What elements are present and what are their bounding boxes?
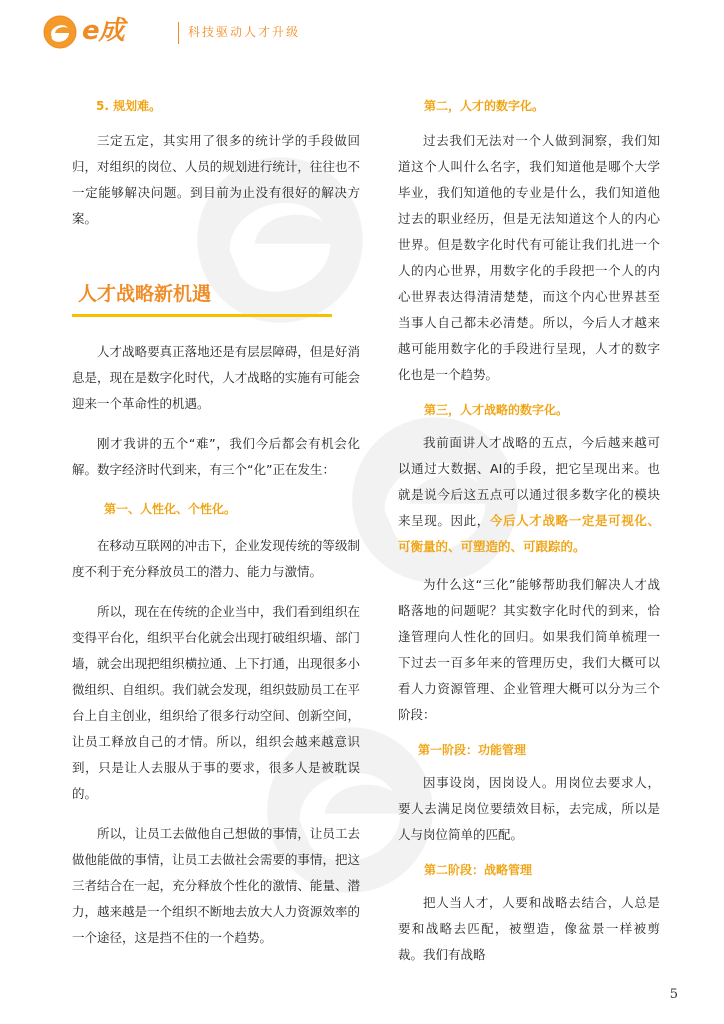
subheading-humanize: 第一、人性化、个性化。: [104, 502, 237, 516]
page-number: 5: [669, 987, 678, 1002]
paragraph: 刚才我讲的五个“难”，我们今后都会有机会化解。数字经济时代到来，有三个“化”正在发生：: [72, 436, 360, 477]
subheading-strategy-digital: 第三，人才战略的数字化。: [424, 403, 569, 417]
logo-text: e成: [82, 16, 124, 46]
highlighted-text: 今后人才战略一定是可视化、可衡量的、可塑造的、可跟踪的。: [398, 513, 660, 554]
section-title: 人才战略新机遇: [78, 283, 212, 305]
echeng-logo-icon: [42, 14, 78, 50]
paragraph: 在移动互联网的冲击下，企业发现传统的等级制度不利于充分释放员工的潜力、能力与激情。: [72, 538, 360, 579]
right-column: [398, 96, 660, 968]
paragraph: 过去我们无法对一个人做到洞察，我们知道这个人叫什么名字，我们知道他是哪个大学毕业，我们知道他的专业是什么，我们知道他过去的职业经历，但是无法知道这个人的内心世界。但是数字化时代有可能让我们扎进一个人的内心世界，用数字化的手段把一个人的内心世界表达得清清楚楚，而这个内心世界甚至当事人自己都未必清楚。所以，今后人才越来越可能用数字化的手段进行呈现，人才的数字化也是一个趋势。: [398, 133, 660, 382]
subheading-planning: 5. 规划难。: [96, 99, 162, 113]
paragraph: 人才战略要真正落地还是有层层障碍，但是好消息是，现在是数字化时代，人才战略的实施有可能会迎来一个革命性的机遇。: [72, 344, 360, 411]
header-slogan: 科技驱动人才升级: [188, 25, 301, 39]
paragraph: 所以，现在在传统的企业当中，我们看到组织在变得平台化，组织平台化就会出现打破组织墙、部门墙，就会出现把组织横拉通、上下打通，出现很多小微组织、自组织。我们就会发现，组织鼓励员工在平台上自主创业，组织给了很多行动空间、创新空间，让员工释放自己的才情。所以，组织会越来越意识到，只是让人去服从于事的要求，很多人是被耽误的。: [72, 604, 360, 801]
paragraph: 三定五定，其实用了很多的统计学的手段做回归，对组织的岗位、人员的规划进行统计，往往也不一定能够解决问题。到目前为止没有很好的解决方案。: [72, 133, 360, 226]
paragraph-text: 我前面讲人才战略的五点，今后越来越可以通过大数据、AI的手段，把它呈现出来。也就是说今后这五点可以通过很多数字化的模块来呈现。因此，: [398, 435, 660, 528]
header-divider: [178, 22, 179, 44]
paragraph: 把人当人才，人要和战略去结合，人总是要和战略去匹配，被塑造，像盆景一样被剪裁。我们有战略: [398, 895, 660, 962]
paragraph: 为什么这“三化”能够帮助我们解决人才战略落地的问题呢？其实数字化时代的到来，恰逢管理向人性化的回归。如果我们简单梳理一下过去一百多年来的管理历史，我们大概可以看人力资源管理、企业管理大概可以分为三个阶段：: [398, 577, 660, 722]
paragraph: 因事设岗，因岗设人。用岗位去要求人，要人去满足岗位要绩效目标，去完成，所以是人与岗位简单的匹配。: [398, 775, 660, 842]
subheading-talent-digital: 第二，人才的数字化。: [424, 99, 545, 113]
subheading-stage-2: 第二阶段：战略管理: [424, 863, 533, 877]
section-underline: [72, 314, 332, 317]
left-column: [72, 96, 360, 951]
paragraph: 所以，让员工去做他自己想做的事情，让员工去做他能做的事情，让员工去做社会需要的事情，把这三者结合在一起，充分释放个性化的激情、能量、潜力，越来越是一个组织不断地去放大人力资源效率的一个途径，这是挡不住的一个趋势。: [72, 826, 360, 945]
paragraph-with-highlight: [398, 430, 660, 560]
section-heading-block: [72, 280, 360, 317]
subheading-stage-1: 第一阶段：功能管理: [418, 743, 527, 757]
